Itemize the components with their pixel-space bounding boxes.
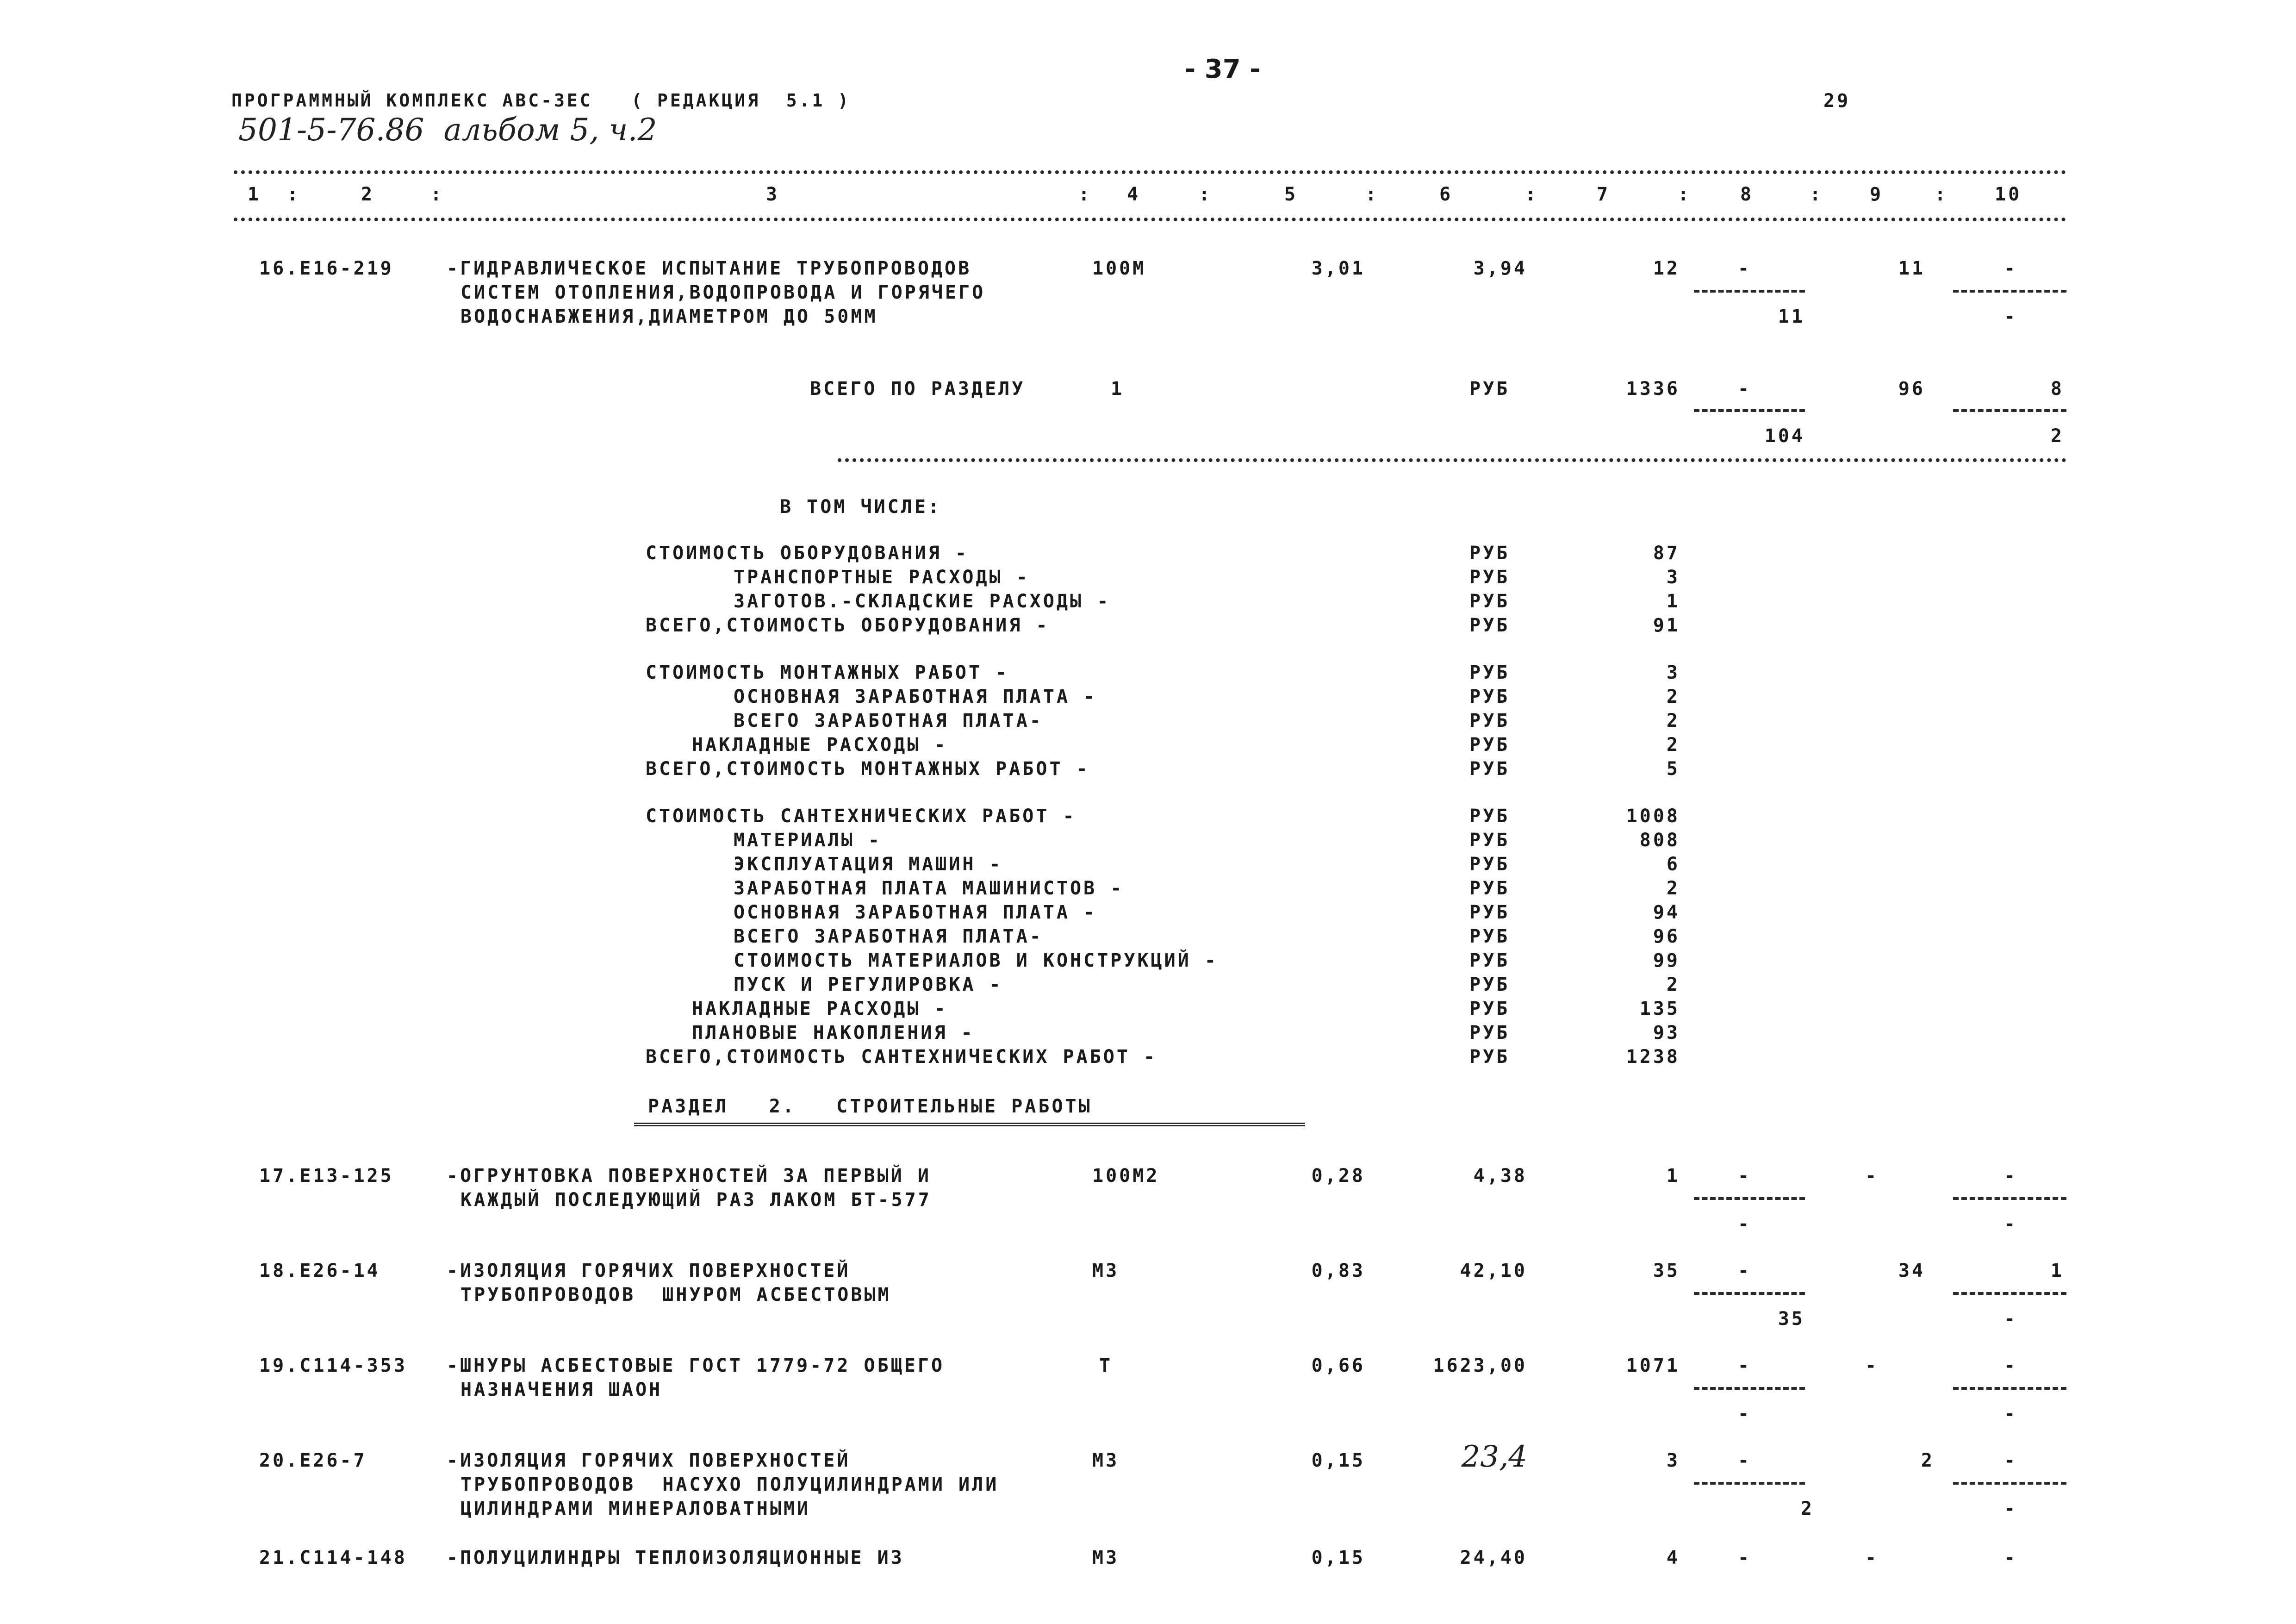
breakdown-value: 96 <box>1653 926 1680 947</box>
item-desc-line: ВОДОСНАБЖЕНИЯ,ДИАМЕТРОМ ДО 50ММ <box>460 306 878 327</box>
breakdown-label: СТОИМОСТЬ МОНТАЖНЫХ РАБОТ - <box>646 662 1009 683</box>
item-code: 20.Е26-7 <box>259 1450 367 1471</box>
section-total-unit: РУБ <box>1469 378 1510 400</box>
breakdown-value: 3 <box>1666 662 1680 683</box>
fraction-line <box>1953 1387 2066 1390</box>
item-col10-top: - <box>2004 258 2018 279</box>
section-total-num: 1 <box>1111 378 1125 400</box>
breakdown-unit: РУБ <box>1469 926 1510 947</box>
item-total: 1 <box>1666 1165 1680 1187</box>
item-code: 17.Е13-125 <box>259 1165 394 1187</box>
item-col8-bottom: - <box>1738 1213 1752 1235</box>
item-desc-line: -ИЗОЛЯЦИЯ ГОРЯЧИХ ПОВЕРХНОСТЕЙ <box>447 1450 851 1471</box>
item-total: 1071 <box>1626 1355 1680 1376</box>
breakdown-unit: РУБ <box>1469 710 1510 731</box>
breakdown-value: 2 <box>1666 878 1680 899</box>
breakdown-value: 99 <box>1653 950 1680 971</box>
breakdown-value: 808 <box>1639 830 1680 851</box>
item-desc-line: -ШНУРЫ АСБЕСТОВЫЕ ГОСТ 1779-72 ОБЩЕГО <box>447 1355 945 1376</box>
fraction-line <box>1953 1197 2066 1200</box>
item-col8-bottom: 35 <box>1778 1308 1805 1330</box>
breakdown-value: 2 <box>1666 686 1680 707</box>
section-2-title: РАЗДЕЛ 2. СТРОИТЕЛЬНЫЕ РАБОТЫ <box>648 1096 1092 1117</box>
column-separator: : <box>1199 184 1213 205</box>
fraction-line <box>1953 1482 2066 1485</box>
item-col10-bottom: - <box>2004 1403 2018 1424</box>
breakdown-label: ВСЕГО ЗАРАБОТНАЯ ПЛАТА- <box>734 926 1043 947</box>
breakdown-unit: РУБ <box>1469 734 1510 756</box>
breakdown-value: 6 <box>1666 854 1680 875</box>
item-desc-line: -ИЗОЛЯЦИЯ ГОРЯЧИХ ПОВЕРХНОСТЕЙ <box>447 1260 851 1281</box>
item-desc-line: СИСТЕМ ОТОПЛЕНИЯ,ВОДОПРОВОДА И ГОРЯЧЕГО <box>460 282 986 303</box>
including-label: В ТОМ ЧИСЛЕ: <box>780 496 941 518</box>
item-price: 42,10 <box>1460 1260 1527 1281</box>
program-line: ПРОГРАММНЫЙ КОМПЛЕКС АВС-ЗЕС ( РЕДАКЦИЯ 5.1 ) <box>231 90 851 111</box>
breakdown-label: ЗАРАБОТНАЯ ПЛАТА МАШИНИСТОВ - <box>734 878 1124 899</box>
item-qty: 0,83 <box>1311 1260 1365 1281</box>
item-qty: 0,15 <box>1311 1450 1365 1471</box>
section-total-rule <box>838 458 2066 462</box>
item-qty: 0,28 <box>1311 1165 1365 1187</box>
fraction-line <box>1694 1387 1805 1390</box>
breakdown-unit: РУБ <box>1469 686 1510 707</box>
breakdown-unit: РУБ <box>1469 854 1510 875</box>
item-desc-line: ЦИЛИНДРАМИ МИНЕРАЛОВАТНЫМИ <box>460 1498 811 1519</box>
breakdown-label: ВСЕГО ЗАРАБОТНАЯ ПЛАТА- <box>734 710 1043 731</box>
item-code: 18.Е26-14 <box>259 1260 380 1281</box>
breakdown-label: ОСНОВНАЯ ЗАРАБОТНАЯ ПЛАТА - <box>734 902 1097 923</box>
section-total-col10-top: 8 <box>2050 378 2064 400</box>
item-desc-line: ТРУБОПРОВОДОВ ШНУРОМ АСБЕСТОВЫМ <box>460 1284 891 1305</box>
column-separator: : <box>1365 184 1379 205</box>
fraction-line <box>1953 290 2066 293</box>
item-unit: М3 <box>1092 1260 1120 1281</box>
breakdown-unit: РУБ <box>1469 591 1510 612</box>
item-unit: 100М2 <box>1092 1165 1160 1187</box>
breakdown-unit: РУБ <box>1469 902 1510 923</box>
breakdown-unit: РУБ <box>1469 830 1510 851</box>
column-header: 4 <box>1127 184 1141 205</box>
breakdown-value: 2 <box>1666 734 1680 756</box>
column-header: 1 <box>248 184 261 205</box>
item-col8-top: - <box>1738 1355 1752 1376</box>
breakdown-value: 2 <box>1666 974 1680 995</box>
item-price: 1623,00 <box>1433 1355 1527 1376</box>
item-qty: 3,01 <box>1311 258 1365 279</box>
breakdown-value: 94 <box>1653 902 1680 923</box>
item-col9: - <box>1865 1547 1879 1568</box>
breakdown-value: 3 <box>1666 567 1680 588</box>
breakdown-unit: РУБ <box>1469 878 1510 899</box>
breakdown-label: ТРАНСПОРТНЫЕ РАСХОДЫ - <box>734 567 1030 588</box>
item-col10-top: - <box>2004 1355 2018 1376</box>
section-total-col8-bottom: 104 <box>1764 425 1805 447</box>
item-col9: 2 <box>1921 1450 1935 1471</box>
column-header: 9 <box>1870 184 1884 205</box>
breakdown-value: 1238 <box>1626 1046 1680 1068</box>
breakdown-label: НАКЛАДНЫЕ РАСХОДЫ - <box>692 734 948 756</box>
item-col8-bottom: 11 <box>1778 306 1805 327</box>
item-price: 3,94 <box>1473 258 1527 279</box>
column-separator: : <box>1678 184 1692 205</box>
fraction-line <box>1694 409 1805 412</box>
fraction-line <box>1694 1292 1805 1295</box>
item-price: 4,38 <box>1473 1165 1527 1187</box>
column-separator: : <box>287 184 301 205</box>
item-total: 12 <box>1653 258 1680 279</box>
item-unit: 100М <box>1092 258 1146 279</box>
breakdown-label: ПЛАНОВЫЕ НАКОПЛЕНИЯ - <box>692 1022 975 1043</box>
header-rule-bottom <box>234 218 2066 221</box>
breakdown-value: 91 <box>1653 615 1680 636</box>
fraction-line <box>1953 1292 2066 1295</box>
breakdown-label: ВСЕГО,СТОИМОСТЬ ОБОРУДОВАНИЯ - <box>646 615 1050 636</box>
item-col9: - <box>1865 1165 1879 1187</box>
item-col10-top: - <box>2004 1165 2018 1187</box>
item-col8-top: - <box>1738 1547 1752 1568</box>
section-total-col9: 96 <box>1898 378 1925 400</box>
item-col8-top: - <box>1738 1165 1752 1187</box>
breakdown-unit: РУБ <box>1469 615 1510 636</box>
item-total: 3 <box>1666 1450 1680 1471</box>
item-col8-bottom: - <box>1738 1403 1752 1424</box>
breakdown-unit: РУБ <box>1469 806 1510 827</box>
item-desc-line: -ОГРУНТОВКА ПОВЕРХНОСТЕЙ ЗА ПЕРВЫЙ И <box>447 1165 931 1187</box>
column-separator: : <box>1935 184 1948 205</box>
section-total-col10-bottom: 2 <box>2050 425 2064 447</box>
breakdown-label: МАТЕРИАЛЫ - <box>734 830 882 851</box>
breakdown-value: 135 <box>1639 998 1680 1019</box>
breakdown-unit: РУБ <box>1469 543 1510 564</box>
fraction-line <box>1694 1482 1805 1485</box>
item-qty: 0,15 <box>1311 1547 1365 1568</box>
column-header: 7 <box>1597 184 1611 205</box>
breakdown-unit: РУБ <box>1469 974 1510 995</box>
item-col9: 34 <box>1898 1260 1925 1281</box>
breakdown-value: 87 <box>1653 543 1680 564</box>
item-code: 19.С114-353 <box>259 1355 407 1376</box>
breakdown-label: ОСНОВНАЯ ЗАРАБОТНАЯ ПЛАТА - <box>734 686 1097 707</box>
breakdown-unit: РУБ <box>1469 1022 1510 1043</box>
column-header: 8 <box>1740 184 1754 205</box>
breakdown-label: НАКЛАДНЫЕ РАСХОДЫ - <box>692 998 948 1019</box>
breakdown-value: 1 <box>1666 591 1680 612</box>
breakdown-label: ЗАГОТОВ.-СКЛАДСКИЕ РАСХОДЫ - <box>734 591 1111 612</box>
breakdown-unit: РУБ <box>1469 950 1510 971</box>
item-col10-top: - <box>2004 1450 2018 1471</box>
item-unit: Т <box>1099 1355 1113 1376</box>
item-total: 35 <box>1653 1260 1680 1281</box>
item-col10-bottom: - <box>2004 1308 2018 1330</box>
item-desc-line: -ПОЛУЦИЛИНДРЫ ТЕПЛОИЗОЛЯЦИОННЫЕ ИЗ <box>447 1547 904 1568</box>
breakdown-value: 1008 <box>1626 806 1680 827</box>
breakdown-value: 2 <box>1666 710 1680 731</box>
item-col9: - <box>1865 1355 1879 1376</box>
item-desc-line: НАЗНАЧЕНИЯ ШАОН <box>460 1379 663 1400</box>
item-col9: 11 <box>1898 258 1925 279</box>
item-unit: М3 <box>1092 1450 1120 1471</box>
item-total: 4 <box>1666 1547 1680 1568</box>
handwritten-reference: 501-5-76.86 альбом 5, ч.2 <box>238 112 657 148</box>
breakdown-label: ВСЕГО,СТОИМОСТЬ САНТЕХНИЧЕСКИХ РАБОТ - <box>646 1046 1157 1068</box>
item-col8-bottom: 2 <box>1800 1498 1814 1519</box>
item-col10-top: - <box>2004 1547 2018 1568</box>
section-total-col8-top: - <box>1738 378 1752 400</box>
item-price-handwritten: 23,4 <box>1461 1440 1527 1474</box>
header-rule-top <box>234 170 2066 174</box>
item-col8-top: - <box>1738 1450 1752 1471</box>
breakdown-value: 93 <box>1653 1022 1680 1043</box>
item-code: 21.С114-148 <box>259 1547 407 1568</box>
breakdown-label: ЭКСПЛУАТАЦИЯ МАШИН - <box>734 854 1003 875</box>
page-number: - 37 - <box>1185 54 1261 84</box>
item-desc-line: ТРУБОПРОВОДОВ НАСУХО ПОЛУЦИЛИНДРАМИ ИЛИ <box>460 1474 999 1495</box>
column-header: 3 <box>766 184 780 205</box>
column-header: 6 <box>1439 184 1453 205</box>
section-total-value: 1336 <box>1626 378 1680 400</box>
item-desc-line: -ГИДРАВЛИЧЕСКОЕ ИСПЫТАНИЕ ТРУБОПРОВОДОВ <box>447 258 972 279</box>
breakdown-unit: РУБ <box>1469 662 1510 683</box>
column-separator: : <box>1078 184 1092 205</box>
breakdown-label: СТОИМОСТЬ ОБОРУДОВАНИЯ - <box>646 543 969 564</box>
sheet-number: 29 <box>1823 90 1851 112</box>
breakdown-unit: РУБ <box>1469 1046 1510 1068</box>
item-col8-top: - <box>1738 258 1752 279</box>
breakdown-label: СТОИМОСТЬ МАТЕРИАЛОВ И КОНСТРУКЦИЙ - <box>734 950 1218 971</box>
breakdown-unit: РУБ <box>1469 758 1510 780</box>
item-col10-top: 1 <box>2050 1260 2064 1281</box>
fraction-line <box>1953 409 2066 412</box>
breakdown-value: 5 <box>1666 758 1680 780</box>
fraction-line <box>1694 1197 1805 1200</box>
column-separator: : <box>1810 184 1823 205</box>
column-separator: : <box>1525 184 1539 205</box>
column-header: 10 <box>1995 184 2022 205</box>
item-col10-bottom: - <box>2004 1498 2018 1519</box>
column-separator: : <box>430 184 444 205</box>
breakdown-unit: РУБ <box>1469 567 1510 588</box>
column-header: 2 <box>361 184 375 205</box>
item-code: 16.Е16-219 <box>259 258 394 279</box>
item-price: 24,40 <box>1460 1547 1527 1568</box>
fraction-line <box>1694 290 1805 293</box>
section-2-underline <box>634 1123 1305 1129</box>
item-unit: М3 <box>1092 1547 1120 1568</box>
section-total-label: ВСЕГО ПО РАЗДЕЛУ <box>810 378 1026 400</box>
breakdown-unit: РУБ <box>1469 998 1510 1019</box>
item-col10-bottom: - <box>2004 306 2018 327</box>
breakdown-label: ВСЕГО,СТОИМОСТЬ МОНТАЖНЫХ РАБОТ - <box>646 758 1090 780</box>
item-col10-bottom: - <box>2004 1213 2018 1235</box>
item-qty: 0,66 <box>1311 1355 1365 1376</box>
column-header: 5 <box>1284 184 1298 205</box>
breakdown-label: ПУСК И РЕГУЛИРОВКА - <box>734 974 1003 995</box>
item-desc-line: КАЖДЫЙ ПОСЛЕДУЮЩИЙ РАЗ ЛАКОМ БТ-577 <box>460 1189 932 1211</box>
item-col8-top: - <box>1738 1260 1752 1281</box>
breakdown-label: СТОИМОСТЬ САНТЕХНИЧЕСКИХ РАБОТ - <box>646 806 1076 827</box>
